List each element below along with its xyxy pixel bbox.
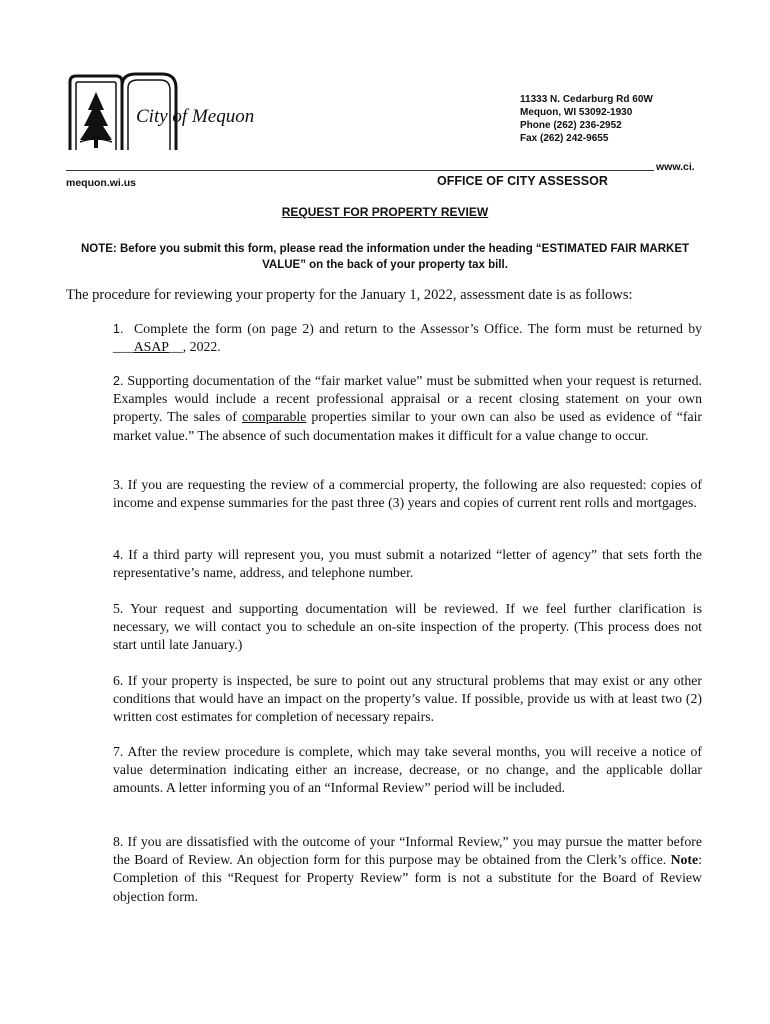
website-part1: www.ci. (656, 161, 695, 173)
list-item-6: 6. If your property is inspected, be sure to point out any structural problems that may exist or any other conditions that would have an impact on the property’s value. If possible, provide us with at least two (2) written cost estimates for completion of necessary repairs. (113, 673, 702, 725)
website-part2: mequon.wi.us (66, 177, 137, 189)
address-line: Mequon, WI 53092-1930 (520, 107, 633, 118)
item-text: : Completion of this “Request for Property Review” form is not a substitute for the Board of Review objection form. (113, 852, 702, 904)
list-item-3: 3. If you are requesting the review of a commercial property, the following are also requested: copies of income and expense summaries for the past three (3) years and copies of current rent rolls and mortgages. (113, 477, 702, 511)
note-paragraph: NOTE: Before you submit this form, please read the information under the heading “ESTIMATED FAIR MARKET VALUE” on the back of your property tax bill. (80, 243, 690, 271)
list-item-2 (113, 372, 702, 445)
office-heading: OFFICE OF CITY ASSESSOR (437, 174, 608, 188)
list-item-7: 7. After the review procedure is complete, which may take several months, you will receive a notice of value determination indicating either an increase, decrease, or no change, and the applicable dollar amounts. A letter informing you of an “Informal Review” period will be included. (113, 744, 702, 796)
return-date-value: ASAP (133, 339, 169, 355)
list-item-8 (113, 833, 702, 906)
item-text: __, 2022. (168, 339, 221, 355)
underlined-word: comparable (241, 409, 307, 425)
list-item-1 (113, 320, 702, 356)
intro-paragraph: The procedure for reviewing your property for the January 1, 2022, assessment date is as follows: (66, 287, 633, 303)
page-title: REQUEST FOR PROPERTY REVIEW (281, 205, 489, 219)
list-item-4: 4. If a third party will represent you, you must submit a notarized “letter of agency” that sets forth the representative’s name, address, and telephone number. (113, 547, 702, 581)
phone-line: Phone (262) 236-2952 (520, 120, 622, 131)
logo-text: City of Mequon (136, 106, 255, 127)
item-number: 2. (113, 374, 124, 388)
item-number: 1. (113, 322, 124, 336)
fax-line: Fax (262) 242-9655 (520, 133, 609, 144)
header-rule (66, 170, 654, 171)
item-text: Supporting documentation of the “fair market value” must be submitted when your request is returned. Examples would include a recent professional appraisal or a recent closing statement on your own property. The sales of (113, 373, 703, 425)
list-item-5: 5. Your request and supporting documentation will be reviewed. If we feel further clarification is necessary, we will contact you to schedule an on-site inspection of the property. (This process does not start until late January.) (113, 601, 702, 653)
city-of-mequon-logo (66, 70, 276, 160)
address-line: 11333 N. Cedarburg Rd 60W (520, 94, 653, 105)
item-text: Complete the form (on page 2) and return to the Assessor’s Office. The form must be returned by ___ (113, 321, 702, 355)
item-text: 8. If you are dissatisfied with the outcome of your “Informal Review,” you may pursue the matter before the Board of Review. An objection form for this purpose may be obtained from the Clerk’s office. (113, 834, 702, 868)
note-label: Note (670, 852, 699, 868)
address-block (520, 93, 653, 145)
item-text: properties similar to your own can also be used as evidence of “fair market value.” The absence of such documentation makes it difficult for a value change to occur. (113, 409, 702, 443)
